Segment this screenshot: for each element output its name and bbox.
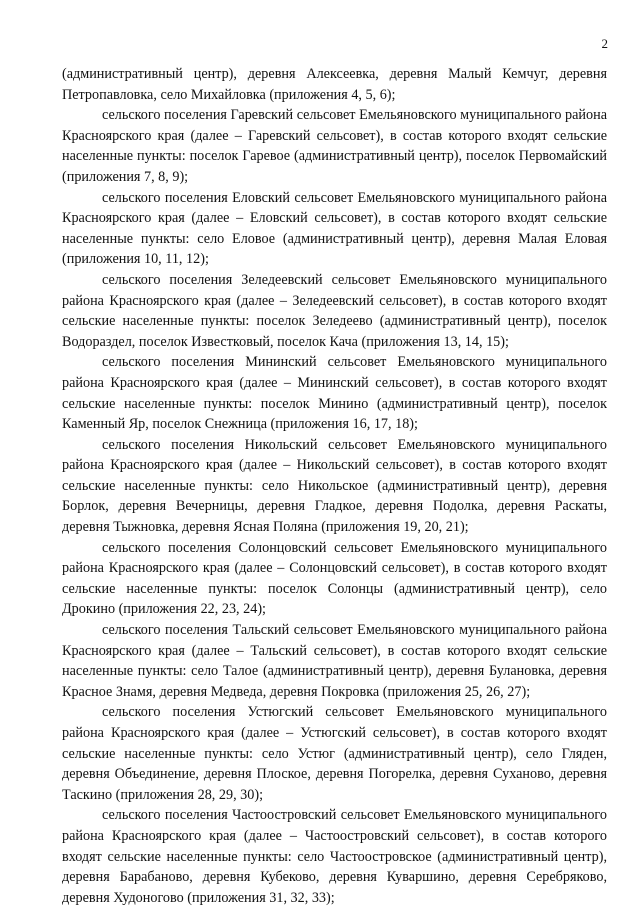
paragraph-solontsovsky: сельского поселения Солонцовский сельсовет Емельяновского муниципального района Красноярского края (далее – Солонцовский сельсовет), в состав которого входят сельские населенные пункты: поселок Солонцы (административный центр), село Дрокино (приложения 22, 23, 24); [62, 539, 607, 618]
document-body [62, 64, 607, 908]
paragraph-zeledeevsky: сельского поселения Зеледеевский сельсовет Емельяновского муниципального района Красноярского края (далее – Зеледеевский сельсовет), в состав которого входят сельские населенные пункты: поселок Зеледеево (административный центр), поселок Водораздел, поселок Известковый, поселок Кача (приложения 13, 14, 15); [62, 271, 607, 350]
paragraph-garevsky: сельского поселения Гаревский сельсовет Емельяновского муниципального района Красноярского края (далее – Гаревский сельсовет), в состав которого входят сельские населенные пункты: поселок Гаревое (административный центр), поселок Первомайский (приложения 7, 8, 9); [62, 107, 607, 185]
paragraph-elovsky: сельского поселения Еловский сельсовет Емельяновского муниципального района Красноярского края (далее – Еловский сельсовет), в состав которого входят сельские населенные пункты: село Еловое (административный центр), деревня Малая Еловая (приложения 10, 11, 12); [62, 189, 607, 268]
paragraph-talsky: сельского поселения Тальский сельсовет Емельяновского муниципального района Красноярского края (далее – Тальский сельсовет), в состав которого входят сельские населенные пункты: село Талое (административный центр), деревня Булановка, деревня Красное Знамя, деревня Медведа, деревня Покровка (приложения 25, 26, 27); [62, 622, 607, 700]
paragraph-chastoostrovsky: сельского поселения Частоостровский сельсовет Емельяновского муниципального района Красноярского края (далее – Частоостровский сельсовет), в состав которого входят сельские населенные пункты: село Частоостровское (административный центр), деревня Барабаново, деревня Кубеково, деревня Куваршино, деревня Серебряково, деревня Худоногово (приложения 31, 32, 33); [62, 807, 607, 906]
paragraph-mininsky: сельского поселения Мининский сельсовет Емельяновского муниципального района Красноярского края (далее – Мининский сельсовет), в состав которого входят сельские населенные пункты: поселок Минино (административный центр), поселок Каменный Яр, поселок Снежница (приложения 16, 17, 18); [62, 354, 607, 433]
page-number: 2 [601, 36, 608, 51]
paragraph-nikolsky: сельского поселения Никольский сельсовет Емельяновского муниципального района Красноярского края (далее – Никольский сельсовет), в состав которого входят сельские населенные пункты: село Никольское (административный центр), деревня Борлок, деревня Вечерницы, деревня Гладкое, деревня Подолка, деревня Раскаты, деревня Тыжновка, деревня Ясная Поляна (приложения 19, 20, 21); [62, 436, 607, 536]
paragraph-ustyugsky: сельского поселения Устюгский сельсовет Емельяновского муниципального района Красноярского края (далее – Устюгский сельсовет), в состав которого входят сельские населенные пункты: село Устюг (административный центр), село Гляден, деревня Объединение, деревня Плоское, деревня Погорелка, деревня Суханово, деревня Таскино (приложения 28, 29, 30); [62, 704, 607, 803]
paragraph-continuation: (административный центр), деревня Алексеевка, деревня Малый Кемчуг, деревня Петропавловка, село Михайловка (приложения 4, 5, 6); [62, 66, 607, 103]
